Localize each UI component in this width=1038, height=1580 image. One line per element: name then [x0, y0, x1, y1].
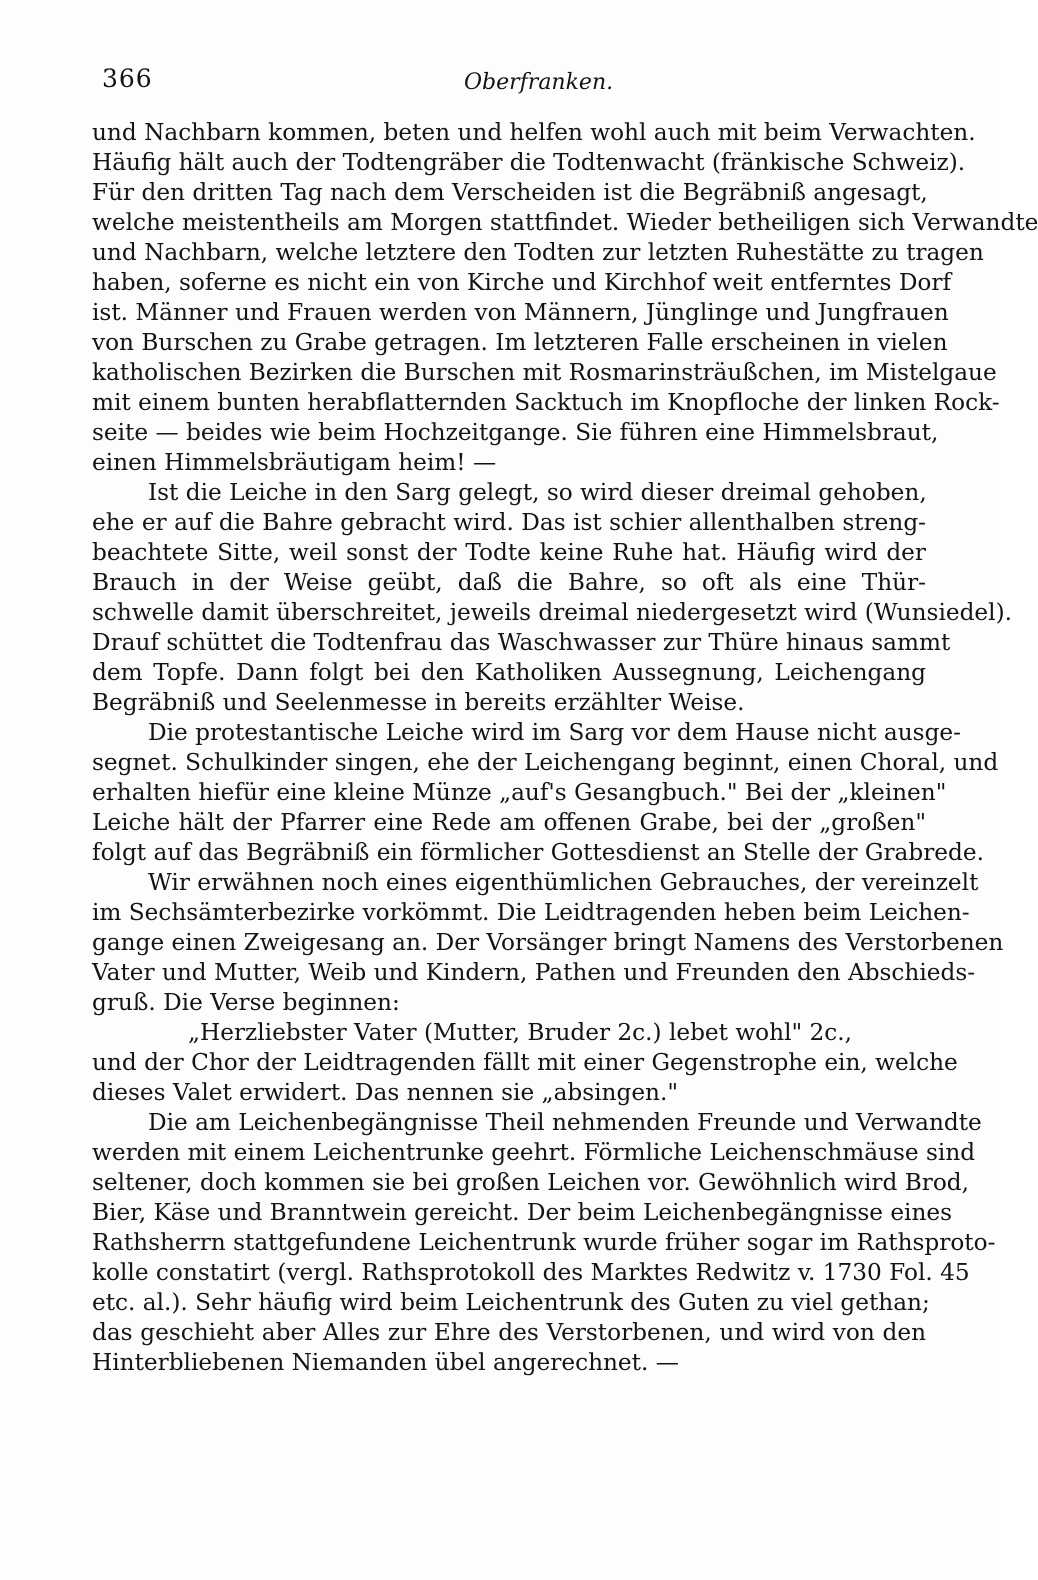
text-line: schwelle damit überschreitet, jeweils dreimal niedergesetzt wird (Wunsiedel).: [92, 599, 1012, 626]
text-line: kolle constatirt (vergl. Rathsprotokoll des Marktes Redwitz v. 1730 Fol. 45: [92, 1259, 970, 1286]
text-line: Für den dritten Tag nach dem Verscheiden ist die Begräbniß angesagt,: [92, 179, 928, 206]
text-line: von Burschen zu Grabe getragen. Im letzteren Falle erscheinen in vielen: [92, 329, 948, 356]
text-line: mit einem bunten herabflatternden Sacktuch im Knopfloche der linken Rock-: [92, 389, 1000, 416]
text-line: Brauch in der Weise geübt, daß die Bahre, so oft als eine Thür-: [92, 569, 926, 596]
text-line: Leiche hält der Pfarrer eine Rede am offenen Grabe, bei der „großen": [92, 809, 926, 836]
text-line: einen Himmelsbräutigam heim! —: [92, 449, 497, 476]
text-line: und Nachbarn kommen, beten und helfen wohl auch mit beim Verwachten.: [92, 119, 976, 146]
running-title: Oberfranken.: [464, 70, 614, 95]
text-line: segnet. Schulkinder singen, ehe der Leichengang beginnt, einen Choral, und: [92, 749, 999, 776]
page-header: [92, 64, 922, 104]
verse-quote: „Herzliebster Vater (Mutter, Bruder 2c.) lebet wohl" 2c.,: [188, 1019, 853, 1046]
text-line: ist. Männer und Frauen werden von Männern, Jünglinge und Jungfrauen: [92, 299, 949, 326]
text-line: katholischen Bezirken die Burschen mit Rosmarinsträußchen, im Mistelgaue: [92, 359, 997, 386]
text-line: gruß. Die Verse beginnen:: [92, 989, 400, 1016]
text-line: gange einen Zweigesang an. Der Vorsänger bringt Namens des Verstorbenen: [92, 929, 1004, 956]
text-line: Häufig hält auch der Todtengräber die Todtenwacht (fränkische Schweiz).: [92, 149, 966, 176]
text-line: haben, soferne es nicht ein von Kirche und Kirchhof weit entferntes Dorf: [92, 269, 952, 296]
text-line: und der Chor der Leidtragenden fällt mit einer Gegenstrophe ein, welche: [92, 1049, 958, 1076]
text-line: beachtete Sitte, weil sonst der Todte keine Ruhe hat. Häufig wird der: [92, 539, 926, 566]
paragraph-start: Ist die Leiche in den Sarg gelegt, so wird dieser dreimal gehoben,: [148, 479, 927, 506]
text-line: folgt auf das Begräbniß ein förmlicher Gottesdienst an Stelle der Grabrede.: [92, 839, 984, 866]
text-line: dem Topfe. Dann folgt bei den Katholiken Aussegnung, Leichengang: [92, 659, 926, 686]
text-line: erhalten hiefür eine kleine Münze „auf's Gesangbuch." Bei der „kleinen": [92, 779, 947, 806]
text-line: dieses Valet erwidert. Das nennen sie „absingen.": [92, 1079, 679, 1106]
paragraph-start: Wir erwähnen noch eines eigenthümlichen Gebrauches, der vereinzelt: [148, 869, 979, 896]
page-number: 366: [102, 64, 153, 93]
text-line: seltener, doch kommen sie bei großen Leichen vor. Gewöhnlich wird Brod,: [92, 1169, 970, 1196]
text-line: Vater und Mutter, Weib und Kindern, Pathen und Freunden den Abschieds-: [92, 959, 976, 986]
text-line: seite — beides wie beim Hochzeitgange. Sie führen eine Himmelsbraut,: [92, 419, 939, 446]
text-line: Hinterbliebenen Niemanden übel angerechnet. —: [92, 1349, 679, 1376]
text-line: im Sechsämterbezirke vorkömmt. Die Leidtragenden heben beim Leichen-: [92, 899, 970, 926]
text-line: Drauf schüttet die Todtenfrau das Waschwasser zur Thüre hinaus sammt: [92, 629, 951, 656]
text-line: werden mit einem Leichentrunke geehrt. Förmliche Leichenschmäuse sind: [92, 1139, 976, 1166]
text-line: das geschieht aber Alles zur Ehre des Verstorbenen, und wird von den: [92, 1319, 926, 1346]
text-line: und Nachbarn, welche letztere den Todten zur letzten Ruhestätte zu tragen: [92, 239, 984, 266]
paragraph-start: Die protestantische Leiche wird im Sarg vor dem Hause nicht ausge-: [148, 719, 961, 746]
paragraph-start: Die am Leichenbegängnisse Theil nehmenden Freunde und Verwandte: [148, 1109, 982, 1136]
text-line: etc. al.). Sehr häufig wird beim Leichentrunk des Guten zu viel gethan;: [92, 1289, 930, 1316]
text-line: ehe er auf die Bahre gebracht wird. Das ist schier allenthalben streng-: [92, 509, 926, 536]
text-line: Rathsherrn stattgefundene Leichentrunk wurde früher sogar im Rathsproto-: [92, 1229, 996, 1256]
text-line: welche meistentheils am Morgen stattfindet. Wieder betheiligen sich Verwandte: [92, 209, 1038, 236]
body-text: [92, 118, 1038, 1378]
text-line: Bier, Käse und Branntwein gereicht. Der beim Leichenbegängnisse eines: [92, 1199, 953, 1226]
text-line: Begräbniß und Seelenmesse in bereits erzählter Weise.: [92, 689, 745, 716]
